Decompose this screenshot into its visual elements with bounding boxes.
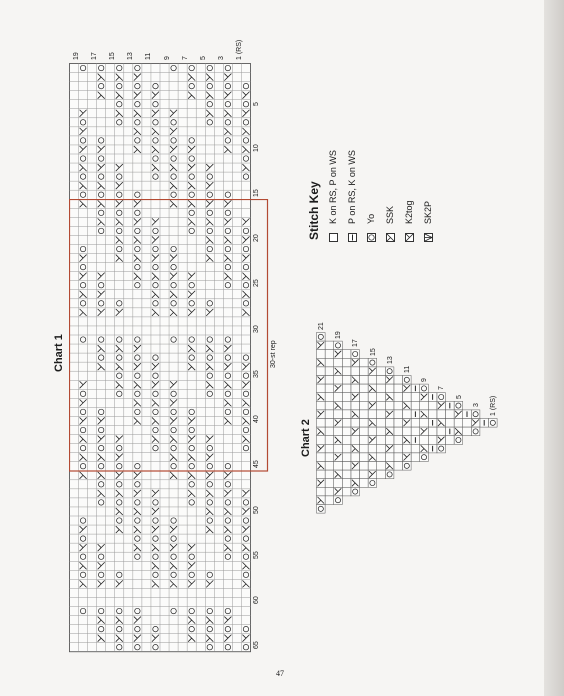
chart-1-col-label: 10 xyxy=(253,143,260,152)
stitch-key-swatch-sk2p xyxy=(424,233,433,242)
stitch-ssk xyxy=(387,234,394,241)
stitch-key-swatch-blank xyxy=(329,233,338,242)
stitch-key-label: P on RS, K on WS xyxy=(347,150,357,224)
stitch-key-label: K2tog xyxy=(404,200,414,224)
chart-2-row-label: 3 xyxy=(472,403,480,408)
stitch-key-swatch-k2tog xyxy=(405,233,414,242)
chart-2-row-label: 21 xyxy=(318,322,325,330)
stitch-key-label: K on RS, P on WS xyxy=(328,150,338,224)
stitch-key-label: SK2P xyxy=(423,200,433,224)
stitch-key-label: Yo xyxy=(366,213,376,224)
chart-1-title: Chart 1 xyxy=(53,334,65,372)
chart-2-row-label: 9 xyxy=(421,377,429,382)
repeat-box xyxy=(69,199,269,473)
repeat-label: 30-st rep xyxy=(270,340,277,368)
chart-2-row-label: 11 xyxy=(404,365,411,373)
chart-1-col-label: 30 xyxy=(253,324,260,333)
chart-1-col-label: 60 xyxy=(253,596,260,604)
page-spine-shadow xyxy=(544,0,564,696)
chart-1-col-label: 50 xyxy=(253,505,260,514)
chart-1-col-label: 15 xyxy=(253,188,260,197)
chart-2-row-label: 13 xyxy=(386,356,394,365)
chart-2-row-label: 19 xyxy=(335,330,343,339)
chart-1-col-label: 45 xyxy=(253,460,260,469)
chart-2-row-label: 1 (RS) xyxy=(490,395,497,416)
page-number: 47 xyxy=(276,669,284,678)
stitch-key-swatch-circle xyxy=(367,233,376,242)
stitch-circle xyxy=(369,235,374,240)
chart-1-row-label: 9 xyxy=(163,56,171,60)
chart-1-col-label: 35 xyxy=(253,369,260,378)
chart-2-title: Chart 2 xyxy=(300,419,312,457)
chart-1-row-label: 1 (RS) xyxy=(235,39,243,60)
chart-1-row-label: 3 xyxy=(217,56,225,60)
chart-1-row-label: 13 xyxy=(127,52,135,60)
stitch-k2tog xyxy=(406,234,413,241)
chart-2-row-label: 5 xyxy=(455,394,463,399)
stitch-key-swatch-ssk xyxy=(386,233,395,242)
chart-1-col-label: 5 xyxy=(253,102,260,107)
stitch-key-label: SSK xyxy=(385,205,395,224)
chart-2-row-label: 15 xyxy=(369,348,377,356)
chart-2-row-label: 17 xyxy=(352,339,360,348)
chart-1-col-label: 25 xyxy=(253,279,260,288)
chart-2-grid xyxy=(316,332,499,515)
chart-1-col-label: 55 xyxy=(253,550,260,559)
chart-1-row-label: 11 xyxy=(145,52,153,60)
chart-1-col-label: 40 xyxy=(253,415,260,423)
chart-1-row-label: 7 xyxy=(181,56,189,60)
chart-1-row-label: 19 xyxy=(73,52,80,60)
chart-1-col-label: 65 xyxy=(253,641,260,650)
chart-1-row-label: 17 xyxy=(91,52,99,60)
chart-1-col-label: 20 xyxy=(253,234,260,242)
chart-1-row-label: 5 xyxy=(199,56,207,60)
stitch-key-title: Stitch Key xyxy=(307,181,321,240)
chart-2-row-label: 7 xyxy=(438,386,446,391)
chart-1-row-label: 15 xyxy=(109,52,117,60)
stitch-key-swatch-dash xyxy=(348,233,357,242)
stitch-sk2p xyxy=(425,234,432,241)
